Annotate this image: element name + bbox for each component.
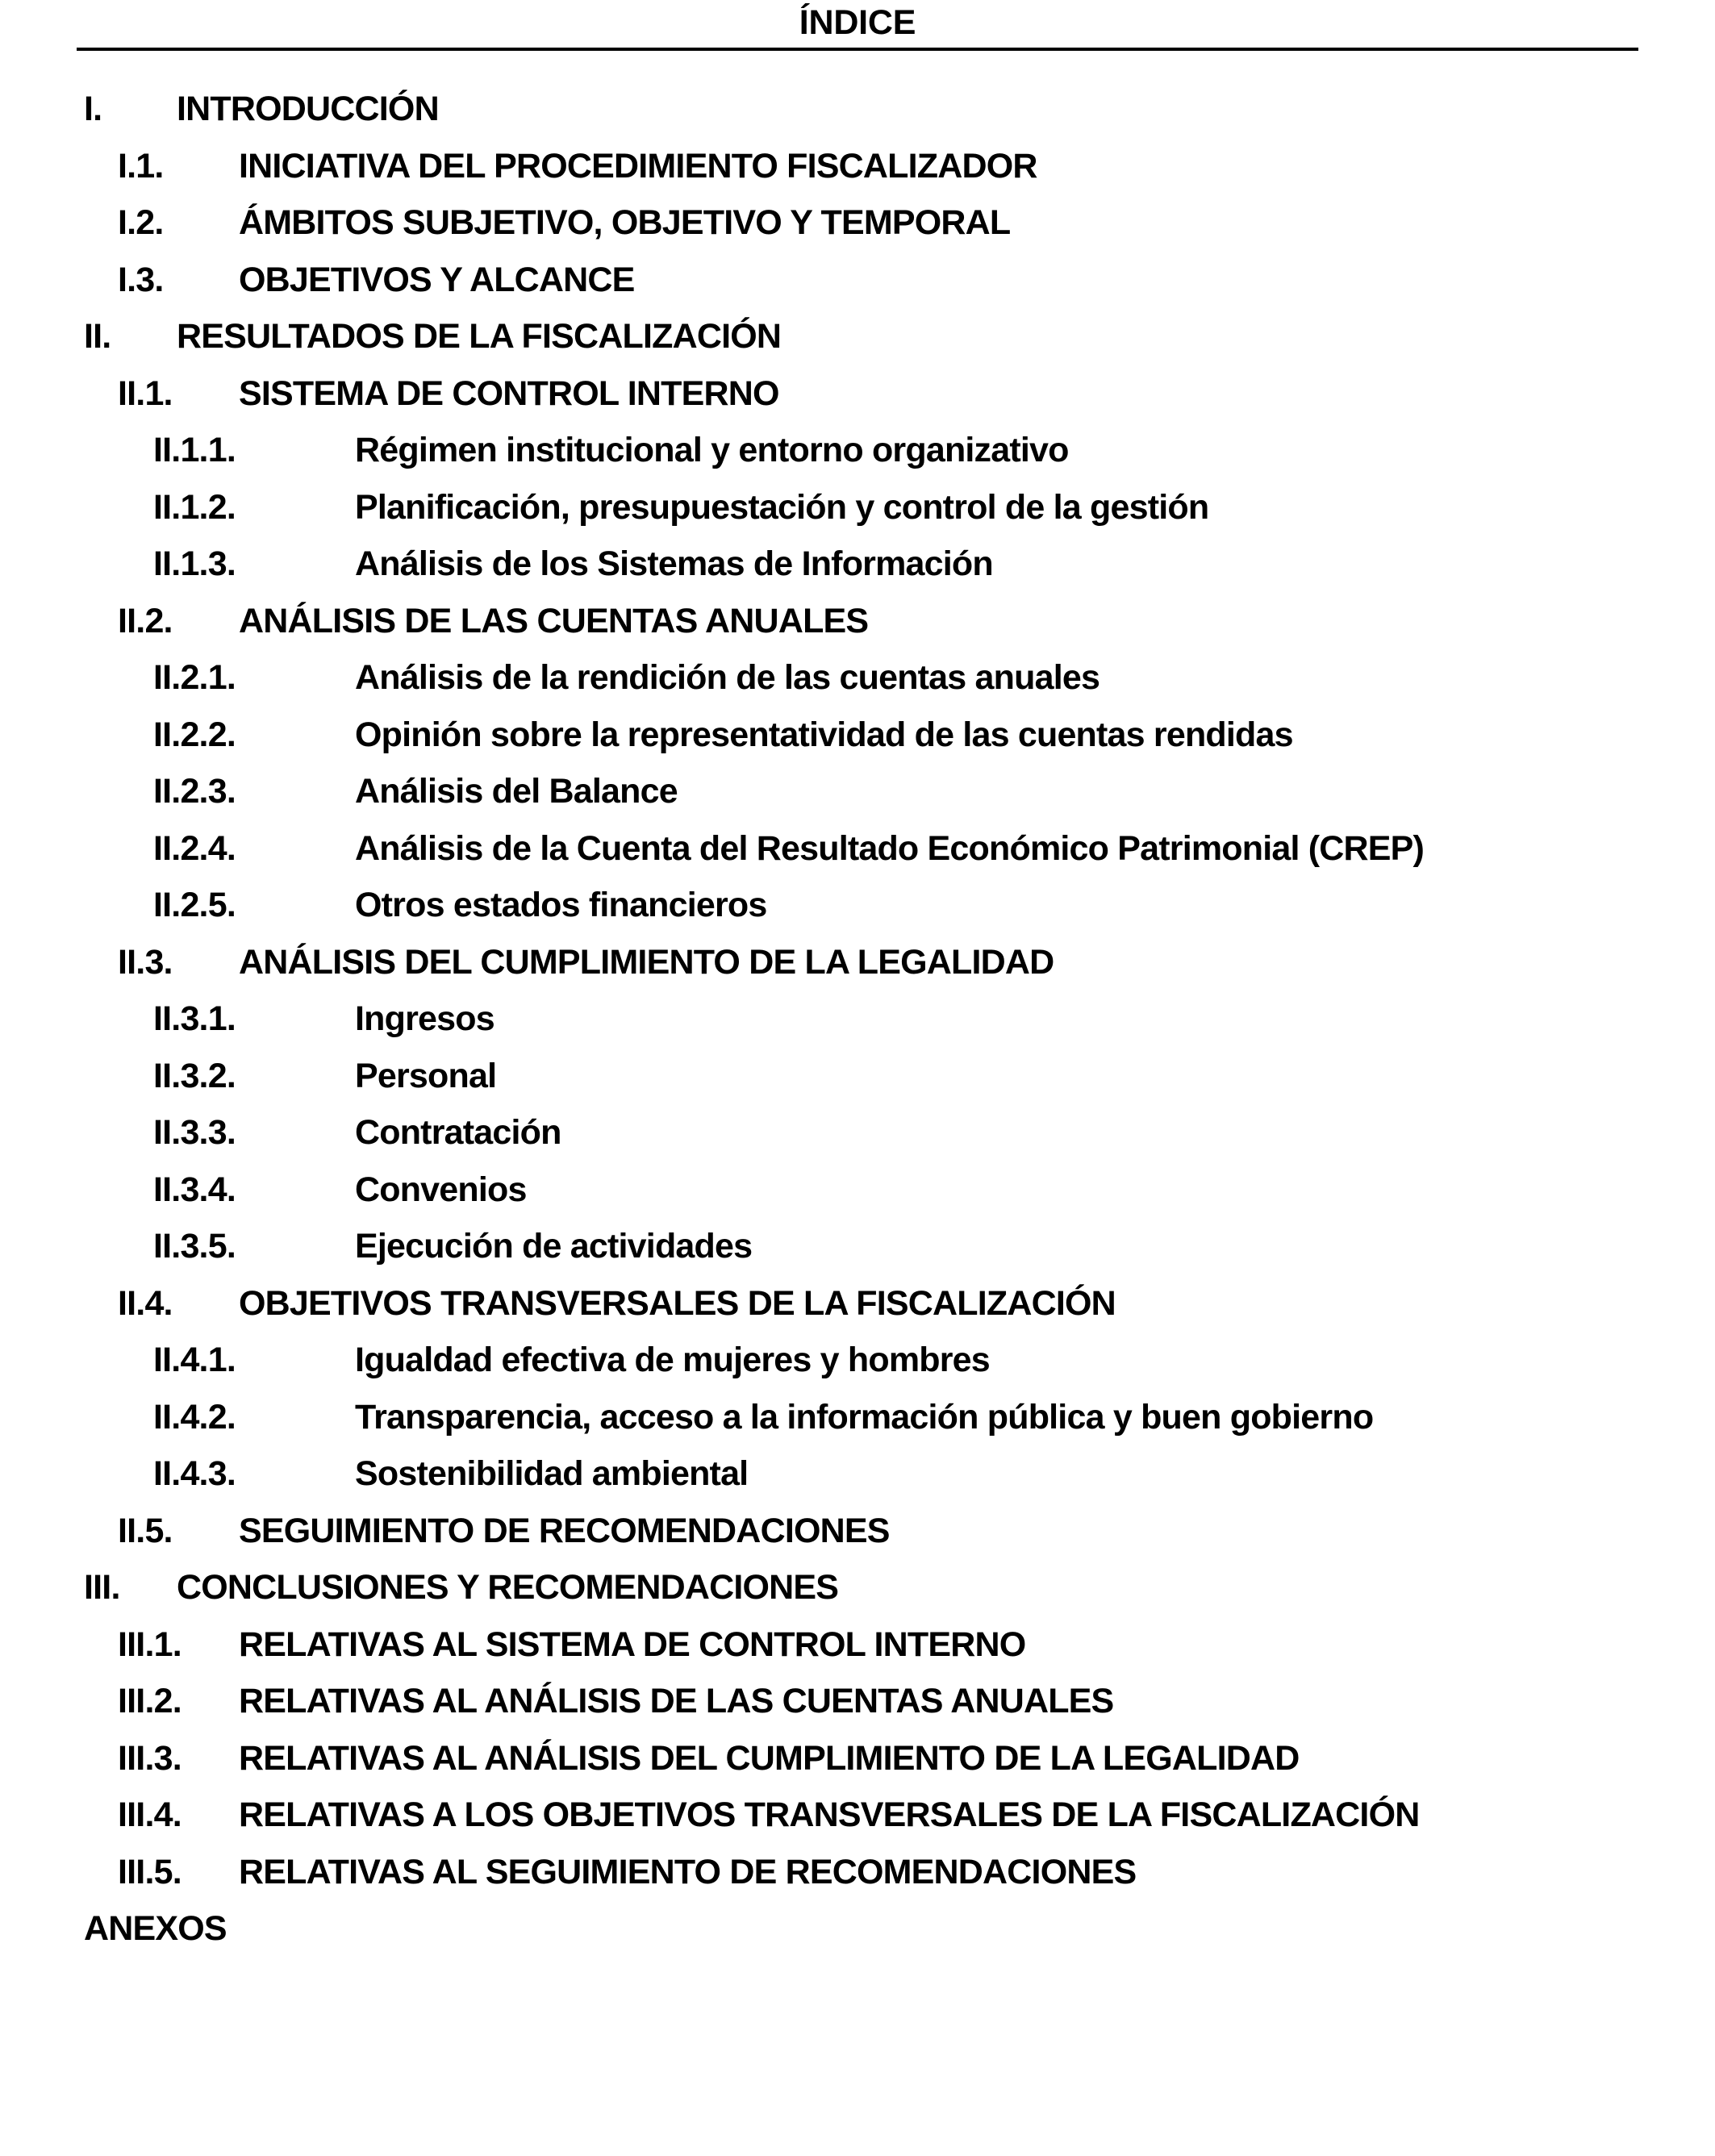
toc-entry-label: Análisis del Balance	[355, 772, 678, 811]
toc-entry-label: SISTEMA DE CONTROL INTERNO	[239, 373, 779, 413]
toc-entry	[0, 1275, 1715, 1332]
toc-entry-label: Ejecución de actividades	[355, 1227, 753, 1266]
toc-entry-number: III.3.	[118, 1738, 182, 1778]
toc-entry-label: RELATIVAS AL SISTEMA DE CONTROL INTERNO	[239, 1624, 1026, 1664]
toc-entry-number: II.4.	[118, 1283, 173, 1323]
toc-entry-number: III.2.	[118, 1682, 182, 1720]
toc-entry	[0, 1445, 1715, 1503]
toc-entry-label: Convenios	[355, 1170, 527, 1209]
toc-entry	[0, 1673, 1715, 1730]
toc-entry-label: Análisis de los Sistemas de Información	[355, 544, 993, 583]
toc-entry-label: Análisis de la rendición de las cuentas anuales	[355, 658, 1100, 697]
title-underline-rule	[77, 48, 1638, 51]
toc-entry	[0, 1503, 1715, 1560]
toc-entry-label: OBJETIVOS Y ALCANCE	[239, 260, 635, 299]
toc-entry-label: CONCLUSIONES Y RECOMENDACIONES	[177, 1568, 839, 1607]
toc-entry-number: II.4.2.	[153, 1397, 236, 1437]
toc-entry-number: II.1.1.	[153, 431, 236, 469]
toc-entry-label: Contratación	[355, 1113, 561, 1152]
toc-entry	[0, 1559, 1715, 1616]
toc-entry-label: Análisis de la Cuenta del Resultado Económico Patrimonial (CREP)	[355, 828, 1425, 868]
toc-entry-number: II.2.4.	[153, 828, 236, 868]
toc-entry	[0, 593, 1715, 650]
toc-entry	[0, 1787, 1715, 1844]
toc-entry-number: II.	[84, 317, 111, 356]
toc-entry-label: SEGUIMIENTO DE RECOMENDACIONES	[239, 1511, 890, 1550]
toc-entry-number: II.3.5.	[153, 1227, 236, 1266]
toc-entry-label: ANÁLISIS DEL CUMPLIMIENTO DE LA LEGALIDAD	[239, 942, 1054, 982]
toc-entry	[0, 763, 1715, 820]
toc-entry	[0, 1616, 1715, 1674]
toc-entry	[0, 479, 1715, 536]
toc-entry-number: II.3.4.	[153, 1170, 236, 1209]
toc-entry-number: III.	[84, 1568, 120, 1607]
toc-entry-label: INICIATIVA DEL PROCEDIMIENTO FISCALIZADOR	[239, 146, 1037, 186]
toc-entry-label: RELATIVAS AL ANÁLISIS DE LAS CUENTAS ANUALES	[239, 1682, 1114, 1720]
toc-entry	[0, 1844, 1715, 1901]
toc-entry	[0, 820, 1715, 878]
toc-entry-number: II.1.	[118, 373, 173, 413]
toc-entry	[0, 1048, 1715, 1105]
toc-entry-number: II.2.2.	[153, 715, 236, 754]
toc-entry-number: I.2.	[118, 203, 164, 242]
toc-entry	[0, 422, 1715, 479]
toc-entry	[0, 81, 1715, 138]
toc-entry-label: RESULTADOS DE LA FISCALIZACIÓN	[177, 317, 782, 356]
toc-entry	[0, 649, 1715, 707]
toc-entry	[0, 1161, 1715, 1219]
toc-entry-label: RELATIVAS AL SEGUIMIENTO DE RECOMENDACIONES	[239, 1852, 1137, 1891]
toc-entry-number: III.1.	[118, 1624, 182, 1664]
toc-entry	[0, 1730, 1715, 1787]
toc-entry-number: II.2.5.	[153, 886, 236, 924]
toc-entry-label: Otros estados financieros	[355, 886, 767, 924]
toc-entry-number: II.2.3.	[153, 772, 236, 811]
page-title: ÍNDICE	[799, 3, 916, 42]
toc-entry	[0, 707, 1715, 764]
toc-entry-label: Transparencia, acceso a la información pública y buen gobierno	[355, 1397, 1374, 1437]
toc-entry	[0, 1332, 1715, 1389]
toc-entry-number: II.5.	[118, 1511, 173, 1550]
toc-entry-number: II.4.1.	[153, 1341, 236, 1379]
toc-entry-label: RELATIVAS AL ANÁLISIS DEL CUMPLIMIENTO DE LA LEGALIDAD	[239, 1738, 1300, 1778]
toc-entry-number: I.	[84, 90, 102, 128]
toc-entry-label: Ingresos	[355, 999, 494, 1038]
toc-entry	[0, 252, 1715, 309]
toc-entry	[0, 194, 1715, 252]
toc-entry-label: ANÁLISIS DE LAS CUENTAS ANUALES	[239, 601, 869, 640]
toc-entry-label: ANEXOS	[84, 1909, 227, 1948]
toc-entry-label: Sostenibilidad ambiental	[355, 1454, 749, 1493]
toc-entry-number: II.3.2.	[153, 1056, 236, 1095]
toc-entry-number: II.1.2.	[153, 487, 236, 527]
toc-entry-number: III.5.	[118, 1852, 182, 1891]
toc-entry-label: OBJETIVOS TRANSVERSALES DE LA FISCALIZACIÓN	[239, 1283, 1116, 1323]
toc-entry-label: INTRODUCCIÓN	[177, 90, 439, 128]
toc-entry-number: II.3.1.	[153, 999, 236, 1038]
toc-entry-number: II.2.1.	[153, 658, 236, 697]
table-of-contents	[0, 81, 1715, 1958]
toc-entry	[0, 1218, 1715, 1275]
toc-entry-label: Personal	[355, 1056, 497, 1095]
toc-entry	[0, 1389, 1715, 1446]
toc-entry	[0, 934, 1715, 991]
toc-entry	[0, 1104, 1715, 1161]
toc-entry-number: II.4.3.	[153, 1454, 236, 1493]
toc-entry-label: Planificación, presupuestación y control de la gestión	[355, 487, 1209, 527]
toc-entry-number: II.2.	[118, 601, 173, 640]
toc-entry-number: II.3.	[118, 942, 173, 982]
toc-entry-number: III.4.	[118, 1795, 182, 1834]
toc-entry	[0, 877, 1715, 934]
toc-entry-label: Igualdad efectiva de mujeres y hombres	[355, 1341, 990, 1379]
toc-entry	[0, 308, 1715, 365]
toc-entry	[0, 990, 1715, 1048]
toc-entry-number: I.3.	[118, 260, 164, 299]
toc-entry-label: Opinión sobre la representatividad de las cuentas rendidas	[355, 715, 1293, 754]
toc-entry-number: II.1.3.	[153, 544, 236, 583]
toc-entry	[0, 536, 1715, 593]
toc-entry-number: II.3.3.	[153, 1113, 236, 1152]
toc-entry-label: Régimen institucional y entorno organizativo	[355, 431, 1069, 469]
toc-entry-label: RELATIVAS A LOS OBJETIVOS TRANSVERSALES DE LA FISCALIZACIÓN	[239, 1795, 1420, 1834]
toc-entry-label: ÁMBITOS SUBJETIVO, OBJETIVO Y TEMPORAL	[239, 203, 1011, 242]
toc-entry	[0, 365, 1715, 423]
toc-entry	[0, 1900, 1715, 1958]
toc-entry	[0, 138, 1715, 195]
toc-entry-number: I.1.	[118, 146, 164, 186]
